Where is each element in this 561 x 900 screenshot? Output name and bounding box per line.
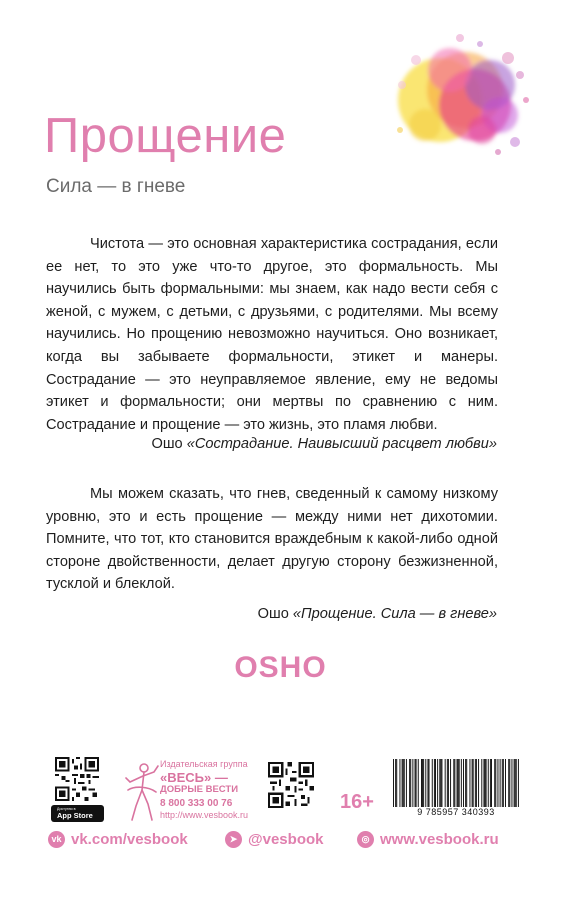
social-telegram-link[interactable]: [225, 829, 323, 849]
qr-code-app: [55, 757, 99, 801]
quote-paragraph-2: Мы можем сказать, что гнев, сведенный к самому низкому уровню, это и есть прощение — между ними нет дихотомии. Помните, что тот, кто становится враждебным к какой-либо одной стороне двойственности, делает другую сторону безжизненной, тусклой и блеклой.: [46, 486, 498, 593]
quote-attribution-2: [258, 606, 497, 622]
attribution-author: Ошо: [151, 436, 183, 452]
publisher-name-line2: ДОБРЫЕ ВЕСТИ: [160, 784, 239, 795]
app-store-small-label: Доступно в: [57, 806, 76, 811]
publisher-logo-icon: [122, 760, 162, 824]
publisher-site-link[interactable]: http://www.vesbook.ru: [160, 810, 249, 820]
attribution-author: Ошо: [257, 606, 289, 622]
social-telegram-label: @vesbook: [248, 830, 324, 848]
qr-code-site: [268, 762, 314, 808]
publisher-phone: 8 800 333 00 76: [160, 798, 233, 809]
social-web-link[interactable]: [357, 829, 499, 849]
book-subtitle: Сила — в гневе: [46, 176, 186, 197]
social-vk-link[interactable]: [48, 829, 188, 849]
author-brand-logo: OSHO: [234, 651, 327, 684]
quote-paragraph-1: Чистота — это основная характеристика сострадания, если ее нет, то это уже что-то другое, это формальность. Мы научились быть формальными: мы знаем, как надо вести себя с женой, с мужем, с детьми, с друзьями, с родителями. Мы всему научились. Но прощению невозможно научиться. Оно возникает, когда вы забываете формальности, этикет и манеры. Сострадание — это неуправляемое явление, ему не ведомы этикет и формальности; они мертвы по сравнению с ним. Сострадание и прощение — это жизнь, это пламя любви.: [46, 236, 498, 433]
app-store-label: App Store: [57, 810, 93, 820]
watercolor-decoration: [380, 30, 530, 160]
publisher-name: «ВЕСЬ» —: [160, 770, 228, 785]
attribution-work: «Сострадание. Наивысший расцвет любви»: [186, 436, 497, 452]
social-vk-label: vk.com/vesbook: [71, 830, 188, 848]
age-rating-badge: 16+: [340, 791, 374, 813]
telegram-icon: ➤: [225, 831, 242, 848]
vk-icon: vk: [48, 831, 65, 848]
publisher-group-label: Издательская группа: [160, 759, 248, 769]
book-title: Прощение: [44, 109, 287, 163]
attribution-work: «Прощение. Сила — в гневе»: [292, 606, 497, 622]
isbn-number: 9 785957 340393: [393, 807, 519, 817]
app-store-badge[interactable]: [51, 805, 104, 822]
social-web-label: www.vesbook.ru: [380, 830, 499, 848]
globe-icon: ◎: [357, 831, 374, 848]
quote-attribution-1: [151, 436, 497, 452]
